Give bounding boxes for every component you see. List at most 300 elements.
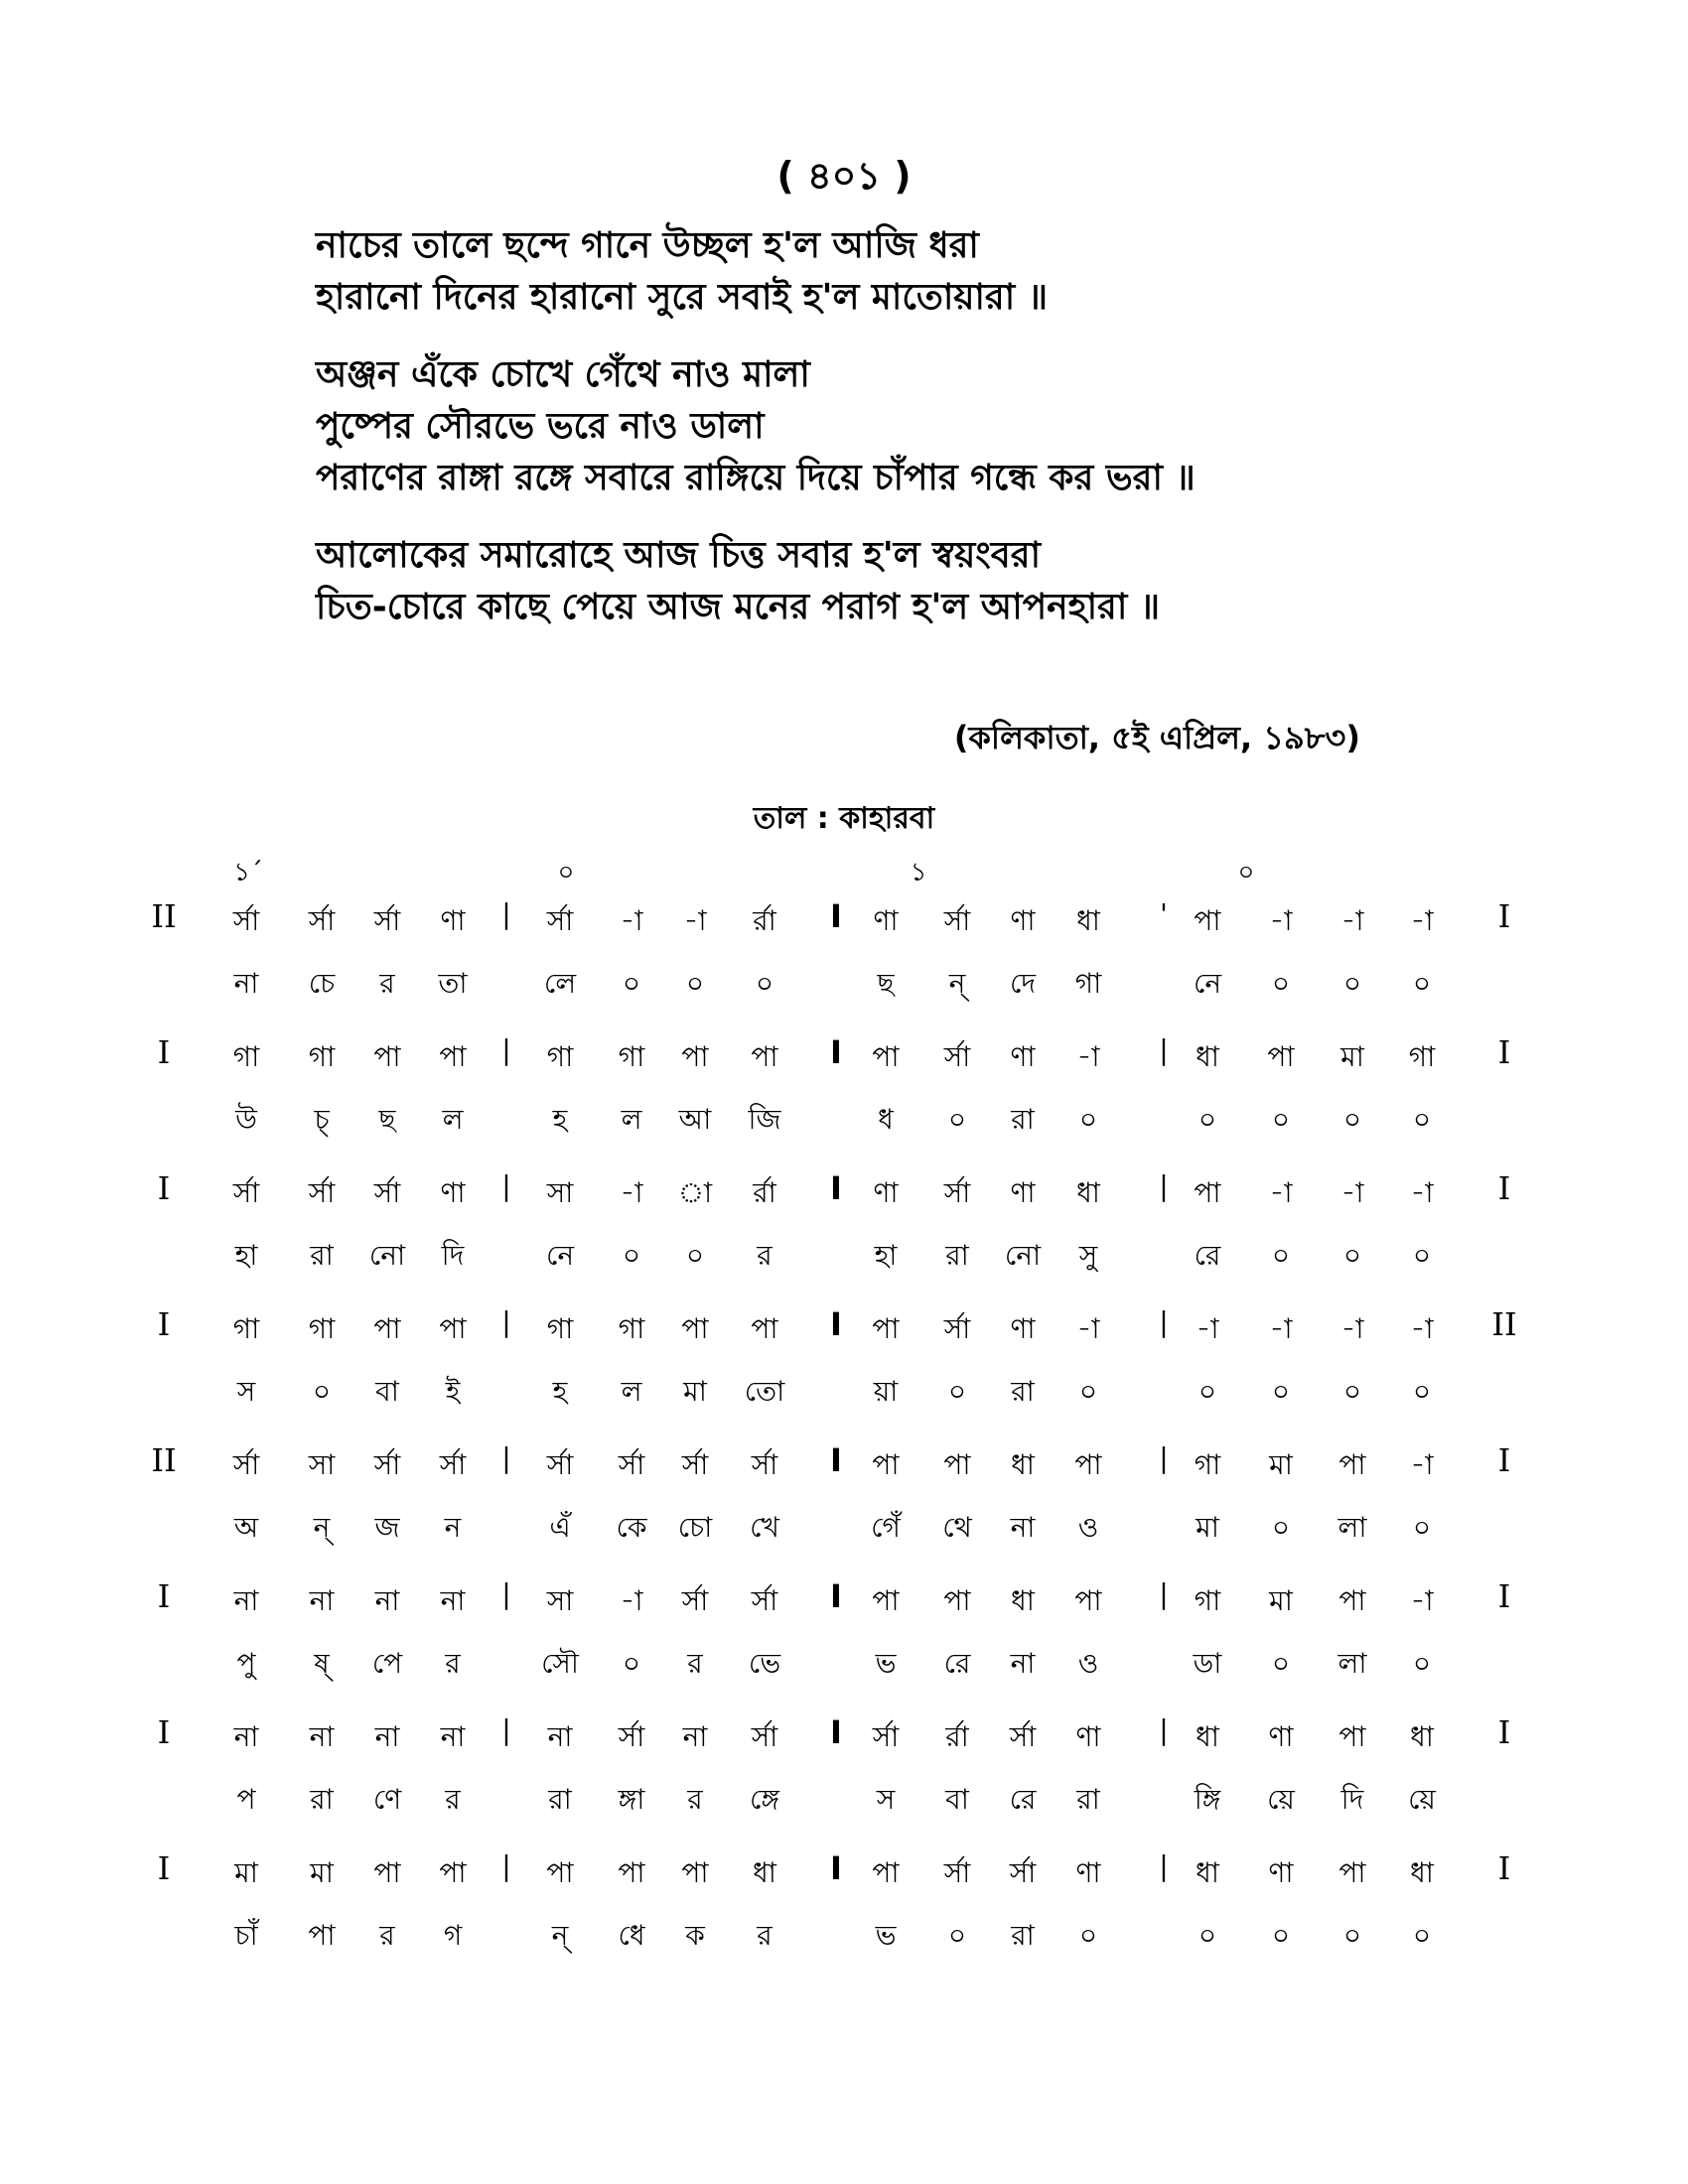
note-cell: পা	[1194, 1176, 1221, 1209]
lyric-syllable: ০	[1271, 1647, 1291, 1680]
note-cell: মা	[310, 1856, 334, 1889]
stanza	[316, 349, 1468, 504]
row-start-bar: I	[157, 1169, 171, 1207]
beat-separator: |	[1159, 1713, 1169, 1746]
lyric-syllable: রা	[548, 1783, 572, 1816]
lyric-syllable: ০	[1412, 1103, 1432, 1136]
row-start-bar: I	[157, 1305, 171, 1343]
lyric-syllable: ন	[444, 1511, 462, 1544]
beat-separator: |	[501, 1713, 511, 1746]
row-end-bar: I	[1497, 1033, 1511, 1071]
note-cell: গা	[618, 1040, 645, 1073]
lyric-syllable: গা	[1074, 967, 1102, 1000]
lyric-syllable: রা	[310, 1783, 334, 1816]
lyric-syllable: লা	[1337, 1647, 1367, 1680]
note-cell: র্সা	[751, 1720, 778, 1753]
lyric-syllable: জি	[748, 1103, 781, 1136]
beat-separator: I	[830, 1169, 842, 1207]
note-cell: পা	[681, 1856, 709, 1889]
note-cell: -া	[1410, 1176, 1434, 1209]
note-cell: -া	[1076, 1040, 1100, 1073]
note-cell: গা	[1194, 1448, 1221, 1481]
note-cell: পা	[373, 1856, 401, 1889]
note-cell: র্সা	[546, 1448, 574, 1481]
lyric-syllable: না	[233, 967, 259, 1000]
beat-separator: |	[501, 897, 511, 930]
note-cell: র্সা	[943, 1312, 971, 1345]
note-cell: পা	[943, 1584, 971, 1617]
note-cell: র্সা	[232, 904, 260, 937]
lyric-syllable: রে	[1194, 1239, 1221, 1272]
lyric-syllable: লে	[543, 967, 577, 1000]
lyric-syllable: ০	[1271, 1375, 1291, 1408]
beat-mark: ১	[910, 858, 927, 887]
note-cell: র্সা	[751, 1584, 778, 1617]
note-cell: পা	[546, 1856, 574, 1889]
lyric-syllable: ভে	[748, 1647, 781, 1680]
note-cell: গা	[308, 1312, 336, 1345]
lyric-syllable: নে	[1193, 967, 1222, 1000]
beat-separator: |	[501, 1849, 511, 1882]
note-cell: গা	[546, 1312, 574, 1345]
lyric-syllable: র	[687, 1783, 703, 1816]
lyric-syllable: পা	[308, 1919, 336, 1952]
note-cell: না	[440, 1584, 466, 1617]
lyric-line: অঞ্জন এঁকে চোখে গেঁথে নাও মালা	[316, 354, 810, 395]
lyric-syllable: রে	[943, 1647, 971, 1680]
note-cell: না	[309, 1720, 335, 1753]
lyric-syllable: রা	[1011, 1103, 1035, 1136]
note-cell: পা	[1074, 1448, 1102, 1481]
note-cell: ধা	[1076, 904, 1100, 937]
note-cell: ধা	[1196, 1040, 1219, 1073]
lyric-syllable: ও	[1077, 1647, 1099, 1680]
lyric-syllable: ভ	[875, 1919, 897, 1952]
lyric-syllable: খে	[750, 1511, 779, 1544]
note-cell: পা	[681, 1312, 709, 1345]
note-cell: -া	[1410, 1312, 1434, 1345]
note-cell: র্রা	[753, 1176, 776, 1209]
note-cell: পা	[872, 1040, 900, 1073]
note-cell: ণা	[1010, 1040, 1036, 1073]
lyric-syllable: ০	[1271, 1103, 1291, 1136]
lyric-syllable: ঙ্গি	[1194, 1783, 1221, 1816]
note-cell: না	[440, 1720, 466, 1753]
note-cell: ধা	[1011, 1448, 1035, 1481]
note-cell: গা	[232, 1312, 260, 1345]
lyric-syllable: না	[1010, 1647, 1036, 1680]
stanza	[316, 530, 1468, 633]
song-lyrics	[316, 220, 1468, 659]
lyric-syllable: ০	[622, 1647, 641, 1680]
lyric-syllable: ০	[1271, 1511, 1291, 1544]
lyric-syllable: ০	[947, 1919, 967, 1952]
beat-mark: ০	[1237, 858, 1255, 887]
note-cell: ধা	[1410, 1856, 1434, 1889]
row-end-bar: I	[1497, 1849, 1511, 1887]
lyric-syllable: ঙ্গে	[750, 1783, 779, 1816]
note-cell: পা	[751, 1312, 778, 1345]
note-cell: র্সা	[751, 1448, 778, 1481]
note-cell: -া	[1340, 1312, 1364, 1345]
note-cell: মা	[1269, 1584, 1293, 1617]
beat-separator: I	[830, 1305, 842, 1343]
note-cell: পা	[1338, 1448, 1366, 1481]
notation-table	[0, 844, 1688, 2035]
note-cell: ণা	[1010, 1312, 1036, 1345]
lyric-syllable: মা	[1196, 1511, 1219, 1544]
note-cell: পা	[1338, 1584, 1366, 1617]
lyric-syllable: গেঁ	[871, 1511, 901, 1544]
lyric-syllable: নো	[1004, 1239, 1042, 1272]
note-cell: র্সা	[618, 1720, 645, 1753]
lyric-syllable: ০	[1197, 1375, 1217, 1408]
note-cell: র্সা	[546, 904, 574, 937]
note-cell: র্সা	[943, 904, 971, 937]
lyric-syllable: তা	[438, 967, 468, 1000]
page-number: ( ৪০১ )	[776, 154, 912, 198]
note-cell: না	[233, 1584, 259, 1617]
note-cell: র্সা	[943, 1856, 971, 1889]
lyric-syllable: তো	[744, 1375, 785, 1408]
note-cell: -া	[1340, 1176, 1364, 1209]
note-cell: -া	[1196, 1312, 1219, 1345]
note-cell: া	[677, 1176, 713, 1209]
lyric-syllable: রা	[310, 1239, 334, 1272]
lyric-syllable: রে	[1009, 1783, 1037, 1816]
lyric-syllable: হ	[552, 1103, 568, 1136]
note-cell: র্সা	[232, 1448, 260, 1481]
lyric-syllable: ০	[622, 1239, 641, 1272]
note-cell: র্সা	[308, 1176, 336, 1209]
lyric-syllable: হ	[552, 1375, 568, 1408]
lyric-line: আলোকের সমারোহে আজ চিত্ত সবার হ'ল স্বয়ংবরা	[316, 535, 1042, 576]
beat-separator: |	[1159, 1169, 1169, 1202]
note-cell: ধা	[1196, 1856, 1219, 1889]
lyric-syllable: ল	[442, 1103, 464, 1136]
note-cell: -া	[620, 904, 643, 937]
lyric-syllable: ০	[1412, 967, 1432, 1000]
note-cell: পা	[439, 1040, 467, 1073]
lyric-syllable: ০	[947, 1103, 967, 1136]
note-cell: মা	[234, 1856, 258, 1889]
lyric-syllable: ডা	[1193, 1647, 1222, 1680]
note-cell: র্রা	[753, 904, 776, 937]
note-cell: পা	[618, 1856, 645, 1889]
lyric-syllable: ০	[1342, 1375, 1362, 1408]
lyric-syllable: স	[876, 1783, 896, 1816]
beat-separator: |	[1159, 1033, 1169, 1066]
lyric-syllable: ০	[1078, 1919, 1098, 1952]
note-cell: -া	[1410, 904, 1434, 937]
row-start-bar: II	[151, 897, 177, 935]
lyric-syllable: ই	[445, 1375, 461, 1408]
note-cell: ণা	[1268, 1856, 1294, 1889]
lyric-syllable: বা	[945, 1783, 969, 1816]
note-cell: পা	[439, 1312, 467, 1345]
beat-separator: |	[501, 1169, 511, 1202]
lyric-syllable: ০	[1271, 967, 1291, 1000]
lyric-syllable: ণে	[372, 1783, 402, 1816]
lyric-syllable: দি	[1340, 1783, 1364, 1816]
lyric-syllable: রা	[1011, 1375, 1035, 1408]
row-end-bar: I	[1497, 1169, 1511, 1207]
beat-separator: |	[1159, 1441, 1169, 1474]
note-cell: -া	[1269, 1312, 1293, 1345]
note-cell: না	[374, 1584, 400, 1617]
note-cell: পা	[1194, 904, 1221, 937]
lyric-syllable: র	[757, 1919, 773, 1952]
note-cell: র্সা	[308, 904, 336, 937]
lyric-syllable: ০	[1342, 1239, 1362, 1272]
lyric-syllable: র	[379, 1919, 395, 1952]
note-cell: র্সা	[373, 1448, 401, 1481]
lyric-syllable: র	[757, 1239, 773, 1272]
beat-separator: |	[1159, 1849, 1169, 1882]
lyric-syllable: স	[236, 1375, 256, 1408]
note-cell: গা	[546, 1040, 574, 1073]
beat-separator: I	[830, 1577, 842, 1615]
lyric-syllable: এঁ	[549, 1511, 571, 1544]
beat-separator: |	[1159, 1305, 1169, 1338]
lyric-syllable: কে	[616, 1511, 647, 1544]
note-cell: পা	[373, 1040, 401, 1073]
lyric-line: নাচের তালে ছন্দে গানে উচ্ছল হ'ল আজি ধরা	[316, 225, 979, 266]
row-start-bar: I	[157, 1713, 171, 1751]
lyric-syllable: ০	[1078, 1103, 1098, 1136]
lyric-syllable: ধ	[878, 1103, 894, 1136]
lyric-syllable: র	[445, 1647, 461, 1680]
note-cell: ণা	[873, 1176, 899, 1209]
note-cell: র্সা	[618, 1448, 645, 1481]
lyric-line: পরাণের রাঙ্গা রঙ্গে সবারে রাঙ্গিয়ে দিয়ে চাঁপার গন্ধে কর ভরা ॥	[316, 458, 1196, 498]
beat-separator: |	[501, 1441, 511, 1474]
lyric-syllable: চাঁ	[234, 1919, 258, 1952]
note-cell: -া	[1076, 1312, 1100, 1345]
note-cell: পা	[872, 1448, 900, 1481]
lyric-syllable: ষ্	[314, 1647, 330, 1680]
note-cell: র্সা	[681, 1584, 709, 1617]
lyric-syllable: নো	[368, 1239, 406, 1272]
note-cell: র্সা	[373, 904, 401, 937]
beat-separator: |	[501, 1305, 511, 1338]
note-cell: না	[682, 1720, 708, 1753]
lyric-syllable: ন্	[551, 1919, 569, 1952]
lyric-syllable: সৌ	[541, 1647, 579, 1680]
note-cell: ধা	[1076, 1176, 1100, 1209]
note-cell: র্সা	[232, 1176, 260, 1209]
lyric-syllable: ০	[1412, 1375, 1432, 1408]
note-cell: ধা	[753, 1856, 776, 1889]
lyric-syllable: ০	[755, 967, 774, 1000]
lyric-syllable: নে	[545, 1239, 575, 1272]
note-cell: গা	[618, 1312, 645, 1345]
lyric-syllable: ০	[1271, 1919, 1291, 1952]
lyric-syllable: সু	[1078, 1239, 1098, 1272]
lyric-syllable: ০	[685, 967, 705, 1000]
note-cell: ণা	[440, 1176, 466, 1209]
lyric-syllable: র	[379, 967, 395, 1000]
note-cell: পা	[681, 1040, 709, 1073]
note-cell: পা	[751, 1040, 778, 1073]
beat-separator: |	[1159, 1577, 1169, 1610]
row-start-bar: II	[151, 1441, 177, 1479]
note-cell: র্রা	[945, 1720, 969, 1753]
note-cell: ধা	[1410, 1720, 1434, 1753]
note-cell: -া	[1269, 1176, 1293, 1209]
note-cell: র্সা	[943, 1176, 971, 1209]
stanza	[316, 220, 1468, 324]
lyric-syllable: ০	[1078, 1375, 1098, 1408]
lyric-syllable: রা	[1011, 1919, 1035, 1952]
row-start-bar: I	[157, 1849, 171, 1887]
lyric-syllable: হা	[234, 1239, 258, 1272]
tala-title: তাল : কাহারবা	[753, 801, 935, 836]
note-cell: ণা	[440, 904, 466, 937]
lyric-syllable: ল	[621, 1375, 642, 1408]
beat-separator: I	[830, 1033, 842, 1071]
lyric-syllable: ০	[685, 1239, 705, 1272]
note-cell: সা	[546, 1176, 574, 1209]
beat-separator: I	[830, 1713, 842, 1751]
note-cell: পা	[872, 1312, 900, 1345]
note-cell: র্সা	[681, 1448, 709, 1481]
beat-separator: |	[501, 1577, 511, 1610]
lyric-syllable: রা	[945, 1239, 969, 1272]
lyric-syllable: মা	[683, 1375, 707, 1408]
lyric-syllable: চে	[308, 967, 336, 1000]
note-cell: সা	[308, 1448, 336, 1481]
lyric-syllable: অ	[233, 1511, 259, 1544]
row-start-bar: I	[157, 1033, 171, 1071]
lyric-syllable: ০	[947, 1375, 967, 1408]
row-end-bar: I	[1497, 1441, 1511, 1479]
note-cell: -া	[620, 1584, 643, 1617]
lyric-syllable: ০	[1412, 1239, 1432, 1272]
lyric-syllable: ন্	[313, 1511, 331, 1544]
note-cell: ণা	[1075, 1856, 1101, 1889]
note-cell: গা	[1408, 1040, 1436, 1073]
note-cell: গা	[308, 1040, 336, 1073]
lyric-syllable: ছ	[378, 1103, 396, 1136]
beat-separator: |	[501, 1033, 511, 1066]
lyric-syllable: র	[445, 1783, 461, 1816]
lyric-syllable: পে	[371, 1647, 403, 1680]
row-end-bar: II	[1491, 1305, 1517, 1343]
lyric-syllable: চ্	[314, 1103, 330, 1136]
note-cell: মা	[1340, 1040, 1364, 1073]
lyric-syllable: ০	[312, 1375, 332, 1408]
note-cell: না	[374, 1720, 400, 1753]
lyric-syllable: দি	[441, 1239, 465, 1272]
row-end-bar: I	[1497, 897, 1511, 935]
beat-separator: I	[830, 897, 842, 935]
beat-mark: ০	[557, 858, 575, 887]
note-cell: র্সা	[872, 1720, 900, 1753]
note-cell: র্সা	[1009, 1856, 1037, 1889]
lyric-syllable: ০	[1271, 1239, 1291, 1272]
note-cell: পা	[1338, 1720, 1366, 1753]
lyric-syllable: থে	[942, 1511, 972, 1544]
note-cell: ণা	[1010, 904, 1036, 937]
lyric-syllable: ০	[1412, 1647, 1432, 1680]
lyric-syllable: য়ে	[1267, 1783, 1295, 1816]
lyric-syllable: ০	[1342, 967, 1362, 1000]
note-cell: ধা	[1011, 1584, 1035, 1617]
note-cell: না	[233, 1720, 259, 1753]
note-cell: -া	[620, 1176, 643, 1209]
note-cell: র্সা	[943, 1040, 971, 1073]
note-cell: না	[547, 1720, 573, 1753]
row-start-bar: I	[157, 1577, 171, 1615]
note-cell: পা	[943, 1448, 971, 1481]
lyric-syllable: আ	[678, 1103, 712, 1136]
note-cell: -া	[1410, 1584, 1434, 1617]
note-cell: পা	[439, 1856, 467, 1889]
lyric-syllable: ০	[1342, 1919, 1362, 1952]
lyric-syllable: ভ	[875, 1647, 897, 1680]
lyric-syllable: র	[687, 1647, 703, 1680]
lyric-syllable: ০	[622, 967, 641, 1000]
lyric-line: পুষ্পের সৌরভে ভরে নাও ডালা	[316, 406, 765, 447]
note-cell: না	[309, 1584, 335, 1617]
note-cell: পা	[1074, 1584, 1102, 1617]
note-cell: পা	[872, 1584, 900, 1617]
note-cell: মা	[1269, 1448, 1293, 1481]
note-cell: পা	[1267, 1040, 1295, 1073]
lyric-syllable: ন্	[948, 967, 966, 1000]
note-cell: -া	[1269, 904, 1293, 937]
note-cell: র্সা	[373, 1176, 401, 1209]
beat-separator: I	[830, 1441, 842, 1479]
lyric-syllable: প	[236, 1783, 256, 1816]
lyric-line: চিত-চোরে কাছে পেয়ে আজ মনের পরাগ হ'ল আপনহারা ॥	[316, 587, 1161, 627]
beat-separator: I	[830, 1849, 842, 1887]
lyric-syllable: ও	[1077, 1511, 1099, 1544]
lyric-syllable: উ	[235, 1103, 257, 1136]
lyric-line: হারানো দিনের হারানো সুরে সবাই হ'ল মাতোয়ারা ॥	[316, 277, 1049, 318]
note-cell: -া	[1340, 904, 1364, 937]
lyric-syllable: ক	[685, 1919, 705, 1952]
beat-mark: ১´	[233, 858, 263, 887]
lyric-syllable: ঙ্গা	[618, 1783, 645, 1816]
beat-separator: '	[1160, 897, 1168, 930]
note-cell: ণা	[1268, 1720, 1294, 1753]
note-cell: পা	[1338, 1856, 1366, 1889]
note-cell: পা	[872, 1856, 900, 1889]
lyric-syllable: চো	[677, 1511, 713, 1544]
lyric-syllable: রা	[1076, 1783, 1100, 1816]
lyric-syllable: জ	[374, 1511, 400, 1544]
lyric-syllable: না	[1010, 1511, 1036, 1544]
row-end-bar: I	[1497, 1577, 1511, 1615]
lyric-syllable: ছ	[877, 967, 895, 1000]
note-cell: -া	[1410, 1448, 1434, 1481]
note-cell: ণা	[1010, 1176, 1036, 1209]
lyric-syllable: ল	[621, 1103, 642, 1136]
note-cell: -া	[683, 904, 707, 937]
lyric-syllable: লা	[1337, 1511, 1367, 1544]
note-cell: গা	[232, 1040, 260, 1073]
lyric-syllable: ধে	[618, 1919, 645, 1952]
lyric-syllable: ০	[1342, 1103, 1362, 1136]
note-cell: ধা	[1196, 1720, 1219, 1753]
note-cell: সা	[546, 1584, 574, 1617]
attribution: (কলিকাতা, ৫ই এপ্রিল, ১৯৮৩)	[953, 719, 1360, 756]
lyric-syllable: য়া	[873, 1375, 899, 1408]
note-cell: ণা	[873, 904, 899, 937]
lyric-syllable: য়ে	[1408, 1783, 1436, 1816]
